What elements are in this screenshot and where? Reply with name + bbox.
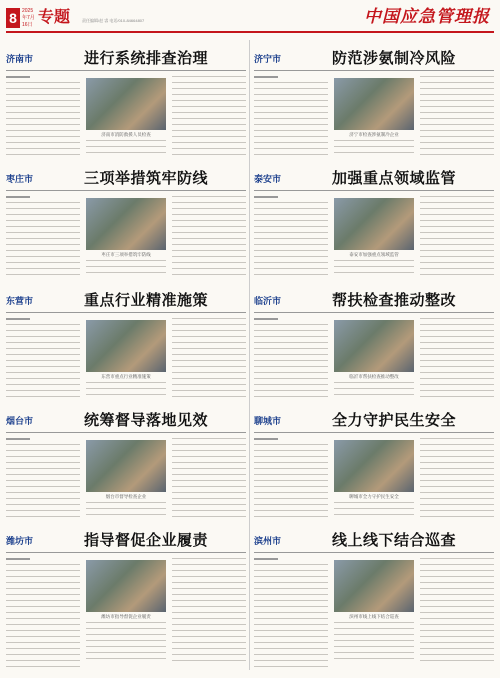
article-city: 烟台市 (6, 417, 34, 427)
article-title: 线上线下结合巡查 (332, 531, 457, 549)
article-body (172, 196, 246, 276)
article-body (420, 558, 494, 668)
article-body (172, 76, 246, 156)
article-body (6, 438, 80, 518)
title-rule (6, 432, 246, 433)
photo-caption: 济南市消防救援人员检查 (101, 132, 151, 137)
title-rule (254, 552, 494, 553)
article-body (86, 382, 166, 398)
header-rule (6, 31, 494, 33)
article-title: 指导督促企业履责 (84, 531, 209, 549)
title-rule (254, 432, 494, 433)
article-body (86, 502, 166, 518)
article-body (334, 260, 414, 276)
article-city: 枣庄市 (6, 175, 34, 185)
photo-caption: 烟台市督导检查企业 (105, 494, 147, 499)
article-body (6, 318, 80, 398)
title-rule (254, 70, 494, 71)
editor-info: 责任编辑/赵 睿 电话/010-84664807 (82, 18, 145, 23)
article-photo (334, 320, 414, 372)
photo-caption: 济宁市检查涉氨制冷企业 (349, 132, 399, 137)
photo-caption: 东营市重点行业精准施策 (101, 374, 151, 379)
article-body (334, 382, 414, 398)
photo-caption: 潍坊市指导督促企业履责 (101, 614, 151, 619)
article-body (334, 622, 414, 668)
article-body (334, 140, 414, 156)
article-weifang (6, 522, 246, 672)
section-title: 专题 (38, 7, 71, 26)
article-dongying (6, 282, 246, 400)
article-body (420, 318, 494, 398)
photo-caption: 聊城市全力守护民生安全 (349, 494, 399, 499)
article-title: 帮扶检查推动整改 (332, 291, 457, 309)
article-body (254, 318, 328, 398)
article-city: 东营市 (6, 297, 34, 307)
page-number: 8 (6, 8, 20, 28)
article-city: 济南市 (6, 55, 34, 65)
title-rule (254, 190, 494, 191)
newspaper-logo: 中国应急管理报 (364, 7, 490, 27)
article-body (6, 558, 80, 668)
page-header (0, 0, 500, 34)
article-city: 聊城市 (254, 417, 282, 427)
photo-caption: 滨州市线上线下结合巡查 (349, 614, 399, 619)
article-title: 防范涉氨制冷风险 (332, 49, 457, 67)
photo-caption: 枣庄市三项举措筑牢防线 (101, 252, 151, 257)
article-yantai (6, 402, 246, 520)
article-city: 泰安市 (254, 175, 282, 185)
article-title: 重点行业精准施策 (84, 291, 209, 309)
article-jining (254, 40, 494, 158)
article-title: 全力守护民生安全 (332, 411, 457, 429)
photo-caption: 临沂市帮扶检查推动整改 (349, 374, 399, 379)
article-body (254, 558, 328, 668)
article-photo (86, 320, 166, 372)
article-body (86, 622, 166, 668)
photo-caption: 泰安市加强重点领域监管 (349, 252, 399, 257)
article-photo (334, 440, 414, 492)
article-photo (86, 78, 166, 130)
article-body (172, 318, 246, 398)
article-photo (86, 560, 166, 612)
article-binzhou (254, 522, 494, 672)
article-linyi (254, 282, 494, 400)
article-title: 三项举措筑牢防线 (84, 169, 209, 187)
article-taian (254, 160, 494, 278)
article-photo (334, 560, 414, 612)
article-body (334, 502, 414, 518)
title-rule (6, 70, 246, 71)
article-liaocheng (254, 402, 494, 520)
article-city: 济宁市 (254, 55, 282, 65)
article-photo (334, 198, 414, 250)
article-photo (86, 440, 166, 492)
article-title: 进行系统排查治理 (84, 49, 209, 67)
title-rule (6, 312, 246, 313)
title-rule (254, 312, 494, 313)
article-body (6, 76, 80, 156)
article-city: 临沂市 (254, 297, 282, 307)
title-rule (6, 190, 246, 191)
article-body (86, 140, 166, 156)
article-photo (86, 198, 166, 250)
article-body (420, 76, 494, 156)
article-body (420, 196, 494, 276)
issue-date: 2025年7月16日 (22, 8, 35, 28)
article-body (86, 260, 166, 276)
article-city: 滨州市 (254, 537, 282, 547)
article-body (172, 558, 246, 668)
column-divider (249, 40, 250, 670)
article-body (172, 438, 246, 518)
title-rule (6, 552, 246, 553)
article-body (6, 196, 80, 276)
article-zaozhuang (6, 160, 246, 278)
article-body (254, 438, 328, 518)
article-jinan (6, 40, 246, 158)
article-body (420, 438, 494, 518)
article-photo (334, 78, 414, 130)
article-body (254, 76, 328, 156)
article-title: 统筹督导落地见效 (84, 411, 209, 429)
article-body (254, 196, 328, 276)
article-city: 潍坊市 (6, 537, 34, 547)
article-title: 加强重点领域监管 (332, 169, 457, 187)
